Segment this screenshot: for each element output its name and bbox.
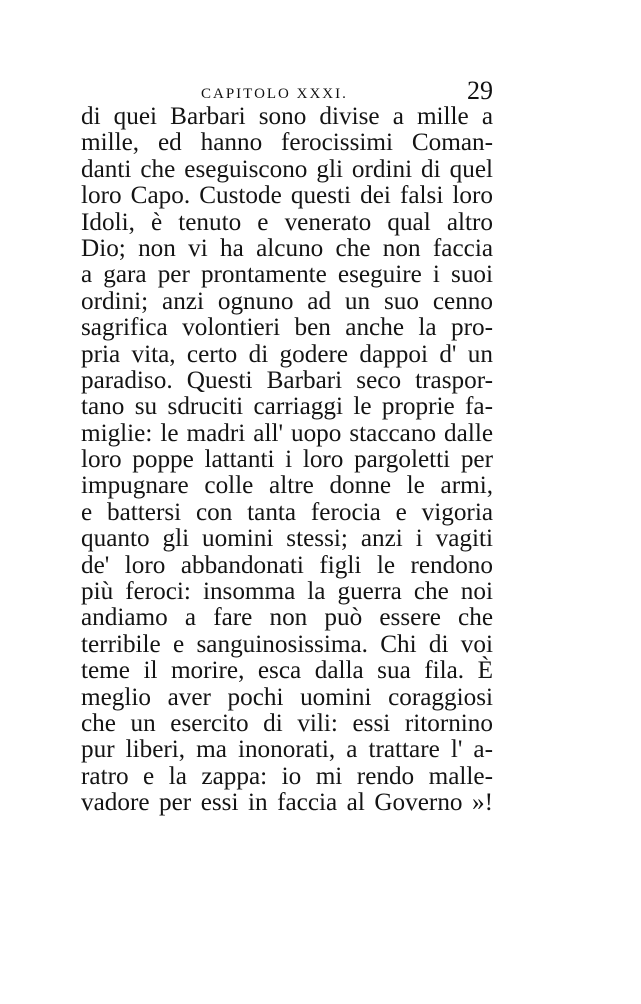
- text-line: pur liberi, ma inonorati, a trattare l' a-: [81, 736, 493, 764]
- text-line: mille, ed hanno ferocissimi Coman-: [81, 129, 493, 157]
- text-line: Idoli, è tenuto e venerato qual altro: [81, 208, 493, 236]
- text-line: a gara per prontamente eseguire i suoi: [81, 261, 493, 289]
- running-head: CAPITOLO XXXI.: [201, 86, 348, 102]
- text-line: e battersi con tanta ferocia e vigoria: [81, 498, 493, 526]
- text-line: quanto gli uomini stessi; anzi i vagiti: [81, 525, 493, 553]
- text-line: impugnare colle altre donne le armi,: [81, 472, 493, 500]
- text-line: loro Capo. Custode questi dei falsi loro: [81, 182, 493, 210]
- text-line: miglie: le madri all' uopo staccano dalle: [81, 419, 493, 447]
- text-line: pria vita, certo di godere dappoi d' un: [81, 340, 493, 368]
- text-line: danti che eseguiscono gli ordini di quel: [81, 155, 493, 183]
- text-line: ordini; anzi ognuno ad un suo cenno: [81, 287, 493, 315]
- text-line: che un esercito di vili: essi ritornino: [81, 709, 493, 737]
- text-line: più feroci: insomma la guerra che noi: [81, 578, 493, 606]
- text-line: meglio aver pochi uomini coraggiosi: [81, 683, 493, 711]
- text-line: de' loro abbandonati figli le rendono: [81, 551, 493, 579]
- text-line: di quei Barbari sono divise a mille a: [81, 103, 493, 130]
- text-line: ratro e la zappa: io mi rendo malle-: [81, 762, 493, 790]
- text-line: andiamo a fare non può essere che: [81, 604, 493, 632]
- text-line: tano su sdruciti carriaggi le proprie fa-: [81, 393, 493, 421]
- text-line: teme il morire, esca dalla sua fila. È: [81, 657, 493, 685]
- body-text: [81, 104, 493, 817]
- text-line: terribile e sanguinosissima. Chi di voi: [81, 630, 493, 658]
- page-number: 29: [467, 76, 493, 105]
- text-line: sagrifica volontieri ben anche la pro-: [81, 314, 493, 342]
- text-line: loro poppe lattanti i loro pargoletti per: [81, 446, 493, 474]
- text-line: paradiso. Questi Barbari seco traspor-: [81, 366, 493, 394]
- text-line: vadore per essi in faccia al Governo »!: [81, 789, 493, 817]
- text-line: Dio; non vi ha alcuno che non faccia: [81, 234, 493, 262]
